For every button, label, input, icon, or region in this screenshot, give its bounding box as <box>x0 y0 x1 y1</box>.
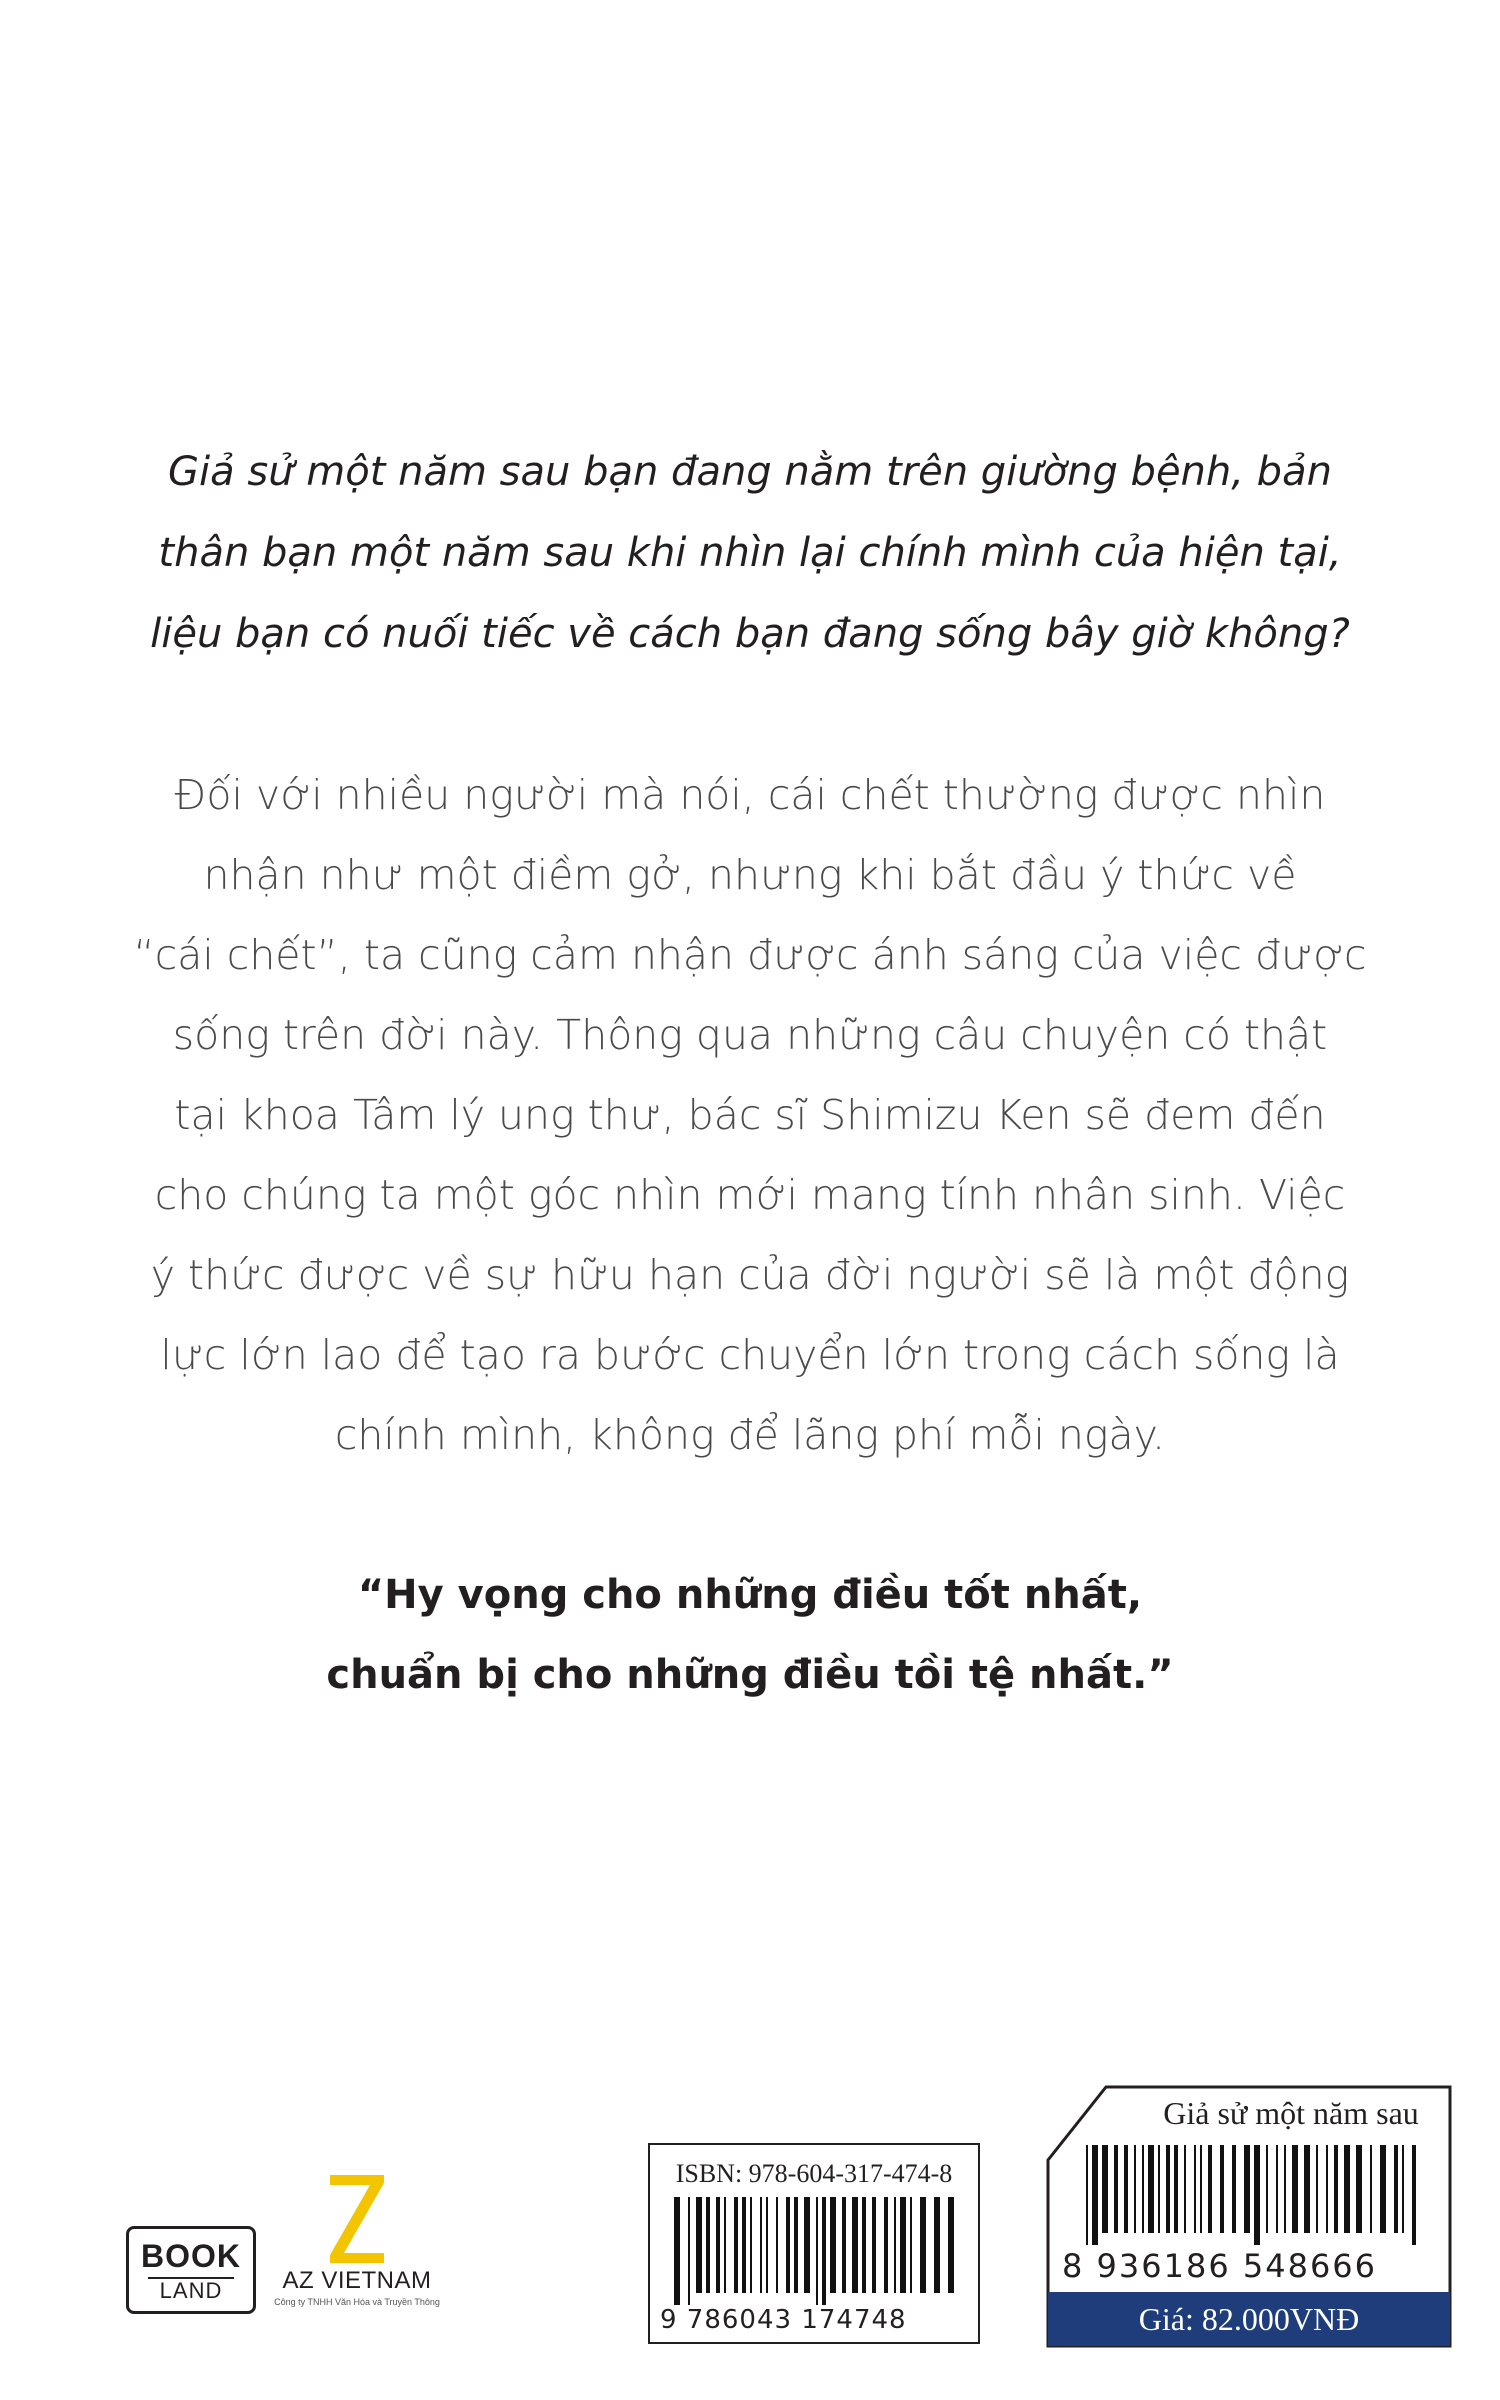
price-barcode-bars <box>1084 2145 1424 2255</box>
barcode-bar <box>948 2197 954 2293</box>
barcode-bar <box>1284 2145 1286 2233</box>
az-vietnam-logo <box>272 2175 442 2325</box>
description-line: sống trên đời này. Thông qua những câu chuyện có thật <box>172 1011 1328 1059</box>
az-vietnam-subtitle: Công ty TNHH Văn Hóa và Truyền Thông <box>274 2297 440 2307</box>
barcode-bar <box>1148 2145 1154 2233</box>
intro-line: liệu bạn có nuối tiếc về cách bạn đang sống bây giờ không? <box>150 611 1350 657</box>
price-label: Giá: 82.000VNĐ <box>1048 2292 1450 2346</box>
barcode-bar <box>1200 2145 1202 2233</box>
barcode-bar <box>724 2197 726 2293</box>
barcode-bar <box>766 2197 768 2293</box>
barcode-bar <box>862 2197 866 2293</box>
barcode-bar <box>1402 2145 1404 2233</box>
barcode-bar <box>1304 2145 1310 2233</box>
barcode-bar <box>1316 2145 1318 2233</box>
barcode-bar <box>934 2197 940 2293</box>
barcode-bar <box>1254 2145 1260 2245</box>
intro-line: Giả sử một năm sau bạn đang nằm trên giường bệnh, bản <box>168 449 1332 495</box>
barcode-bar <box>822 2197 826 2305</box>
isbn-barcode-bars <box>672 2197 962 2307</box>
barcode-bar <box>760 2197 762 2293</box>
intro-line: thân bạn một năm sau khi nhìn lại chính mình của hiện tại, <box>158 530 1342 576</box>
bookland-logo-top: BOOK <box>141 2238 241 2274</box>
barcode-bar <box>872 2197 876 2293</box>
barcode-bar <box>1220 2145 1224 2233</box>
barcode-bar <box>1102 2145 1108 2233</box>
price-barcode-digits: 8 936186 548666 <box>1062 2247 1378 2285</box>
barcode-bar <box>1174 2145 1178 2233</box>
bookland-logo-bottom: LAND <box>148 2277 234 2303</box>
description-line: lực lớn lao để tạo ra bước chuyển lớn trong cách sống là <box>160 1331 1340 1379</box>
description-line: cho chúng ta một góc nhìn mới mang tính nhân sinh. Việc <box>154 1171 1346 1219</box>
bookland-logo <box>126 2226 256 2314</box>
barcode-bar <box>804 2197 810 2293</box>
quote-block <box>110 1555 1390 1715</box>
barcode-bar <box>1092 2145 1098 2245</box>
barcode-bar <box>1166 2145 1170 2233</box>
barcode-bar <box>1134 2145 1136 2233</box>
barcode-bar <box>1086 2145 1088 2245</box>
barcode-bar <box>750 2197 752 2293</box>
barcode-bar <box>1380 2145 1386 2233</box>
barcode-bar <box>920 2197 926 2293</box>
price-barcode-title: Giả sử một năm sau <box>1163 2095 1419 2131</box>
barcode-bar <box>1292 2145 1298 2233</box>
intro-paragraph <box>110 432 1390 675</box>
quote-line: “Hy vọng cho những điều tốt nhất, <box>357 1572 1143 1618</box>
barcode-bar <box>1344 2145 1350 2233</box>
barcode-bar <box>1124 2145 1128 2233</box>
barcode-bar <box>706 2197 710 2293</box>
barcode-bar <box>1326 2145 1328 2233</box>
barcode-bar <box>716 2197 720 2293</box>
barcode-bar <box>830 2197 836 2293</box>
barcode-bar <box>900 2197 906 2293</box>
barcode-bar <box>742 2197 746 2293</box>
description-line: chính mình, không để lãng phí mỗi ngày. <box>334 1411 1166 1459</box>
barcode-bar <box>696 2197 702 2293</box>
description-line: “cái chết”, ta cũng cảm nhận được ánh sáng của việc được <box>133 931 1367 979</box>
barcode-bar <box>1266 2145 1268 2233</box>
description-line: nhận như một điềm gở, nhưng khi bắt đầu ý thức về <box>203 851 1297 899</box>
quote-line: chuẩn bị cho những điều tồi tệ nhất.” <box>326 1652 1174 1698</box>
barcode-bar <box>1412 2145 1416 2245</box>
barcode-bar <box>1232 2145 1236 2233</box>
barcode-bar <box>884 2197 888 2293</box>
barcode-bar <box>1208 2145 1212 2233</box>
barcode-bar <box>1244 2145 1250 2233</box>
barcode-bar <box>1356 2145 1362 2233</box>
barcode-bar <box>786 2197 790 2293</box>
barcode-bar <box>910 2197 912 2293</box>
isbn-barcode-digits: 9 786043 174748 <box>660 2305 907 2335</box>
az-vietnam-name: AZ VIETNAM <box>282 2267 432 2294</box>
description-paragraph <box>110 755 1390 1475</box>
barcode-bar <box>1394 2145 1398 2233</box>
isbn-barcode <box>648 2143 980 2344</box>
description-line: Đối với nhiều người mà nói, cái chết thường được nhìn <box>174 771 1326 819</box>
barcode-bar <box>1276 2145 1278 2233</box>
barcode-bar <box>734 2197 738 2293</box>
barcode-bar <box>1370 2145 1372 2233</box>
description-line: tại khoa Tâm lý ung thư, bác sĩ Shimizu Ken sẽ đem đến <box>174 1091 1326 1139</box>
barcode-bar <box>776 2197 778 2293</box>
barcode-bar <box>1158 2145 1160 2233</box>
barcode-bar <box>1114 2145 1118 2233</box>
barcode-bar <box>1142 2145 1144 2233</box>
barcode-bar <box>1184 2145 1186 2233</box>
az-vietnam-mark-icon <box>322 2175 392 2265</box>
barcode-bar <box>794 2197 798 2293</box>
description-line: ý thức được về sự hữu hạn của đời người sẽ là một động <box>150 1251 1350 1299</box>
price-barcode <box>1046 2085 1452 2348</box>
barcode-bar <box>674 2197 680 2305</box>
isbn-number: ISBN: 978-604-317-474-8 <box>675 2159 953 2188</box>
barcode-bar <box>1194 2145 1196 2233</box>
barcode-bar <box>842 2197 846 2293</box>
barcode-bar <box>1334 2145 1338 2233</box>
barcode-bar <box>894 2197 896 2293</box>
barcode-bar <box>852 2197 858 2293</box>
barcode-bar <box>688 2197 690 2305</box>
barcode-bar <box>816 2197 818 2305</box>
